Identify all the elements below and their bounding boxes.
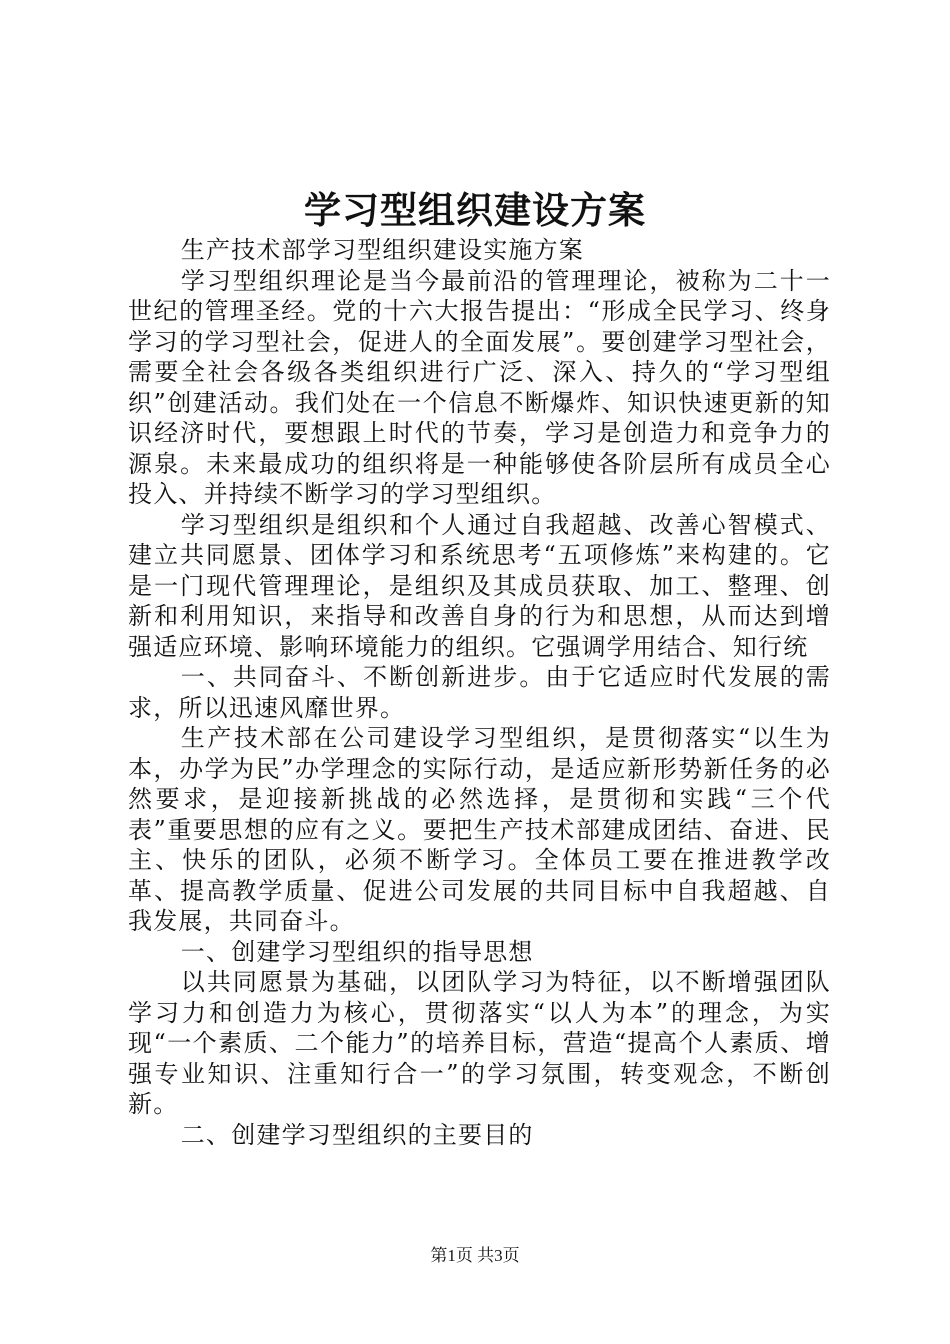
paragraph-intro: 学习型组织理论是当今最前沿的管理理论，被称为二十一世纪的管理圣经。党的十六大报告提出：“形成全民学习、终身学习的学习型社会，促进人的全面发展”。要创建学习型社会，需要全社会各级各类组织进行广泛、深入、持久的“学习型组织”创建活动。我们处在一个信息不断爆炸、知识快速更新的知识经济时代，要想跟上时代的节奏，学习是创造力和竞争力的源泉。未来最成功的组织将是一种能够使各阶层所有成员全心投入、并持续不断学习的学习型组织。 <box>128 266 831 508</box>
paragraph-continuation: 一、共同奋斗、不断创新进步。由于它适应时代发展的需求，所以迅速风靡世界。 <box>128 663 831 722</box>
document-title: 学习型组织建设方案 <box>304 188 646 232</box>
document-body <box>128 235 831 1150</box>
section-heading-main-purpose: 二、创建学习型组织的主要目的 <box>180 1120 534 1149</box>
paragraph-department: 生产技术部在公司建设学习型组织，是贯彻落实“以生为本，办学为民”办学理念的实际行动，是适应新形势新任务的必然要求，是迎接新挑战的必然选择，是贯彻和实践“三个代表”重要思想的应有之义。要把生产技术部建成团结、奋进、民主、快乐的团队，必须不断学习。全体员工要在推进教学改革、提高教学质量、促进公司发展的共同目标中自我超越、自我发展，共同奋斗。 <box>128 724 831 935</box>
page-number: 第1页 共3页 <box>430 1246 520 1265</box>
paragraph-guiding-ideology: 以共同愿景为基础，以团队学习为特征，以不断增强团队学习力和创造力为核心，贯彻落实“以人为本”的理念，为实现“一个素质、二个能力”的培养目标，营造“提高个人素质、增强专业知识、注重知行合一”的学习氛围，转变观念，不断创新。 <box>128 968 831 1118</box>
section-heading-guiding-ideology: 一、创建学习型组织的指导思想 <box>180 937 534 966</box>
paragraph-subtitle: 生产技术部学习型组织建设实施方案 <box>180 236 584 264</box>
paragraph-definition: 学习型组织是组织和个人通过自我超越、改善心智模式、建立共同愿景、团体学习和系统思考“五项修炼”来构建的。它是一门现代管理理论，是组织及其成员获取、加工、整理、创新和利用知识，来指导和改善自身的行为和思想，从而达到增强适应环境、影响环境能力的组织。它强调学用结合、知行统 <box>128 510 831 661</box>
